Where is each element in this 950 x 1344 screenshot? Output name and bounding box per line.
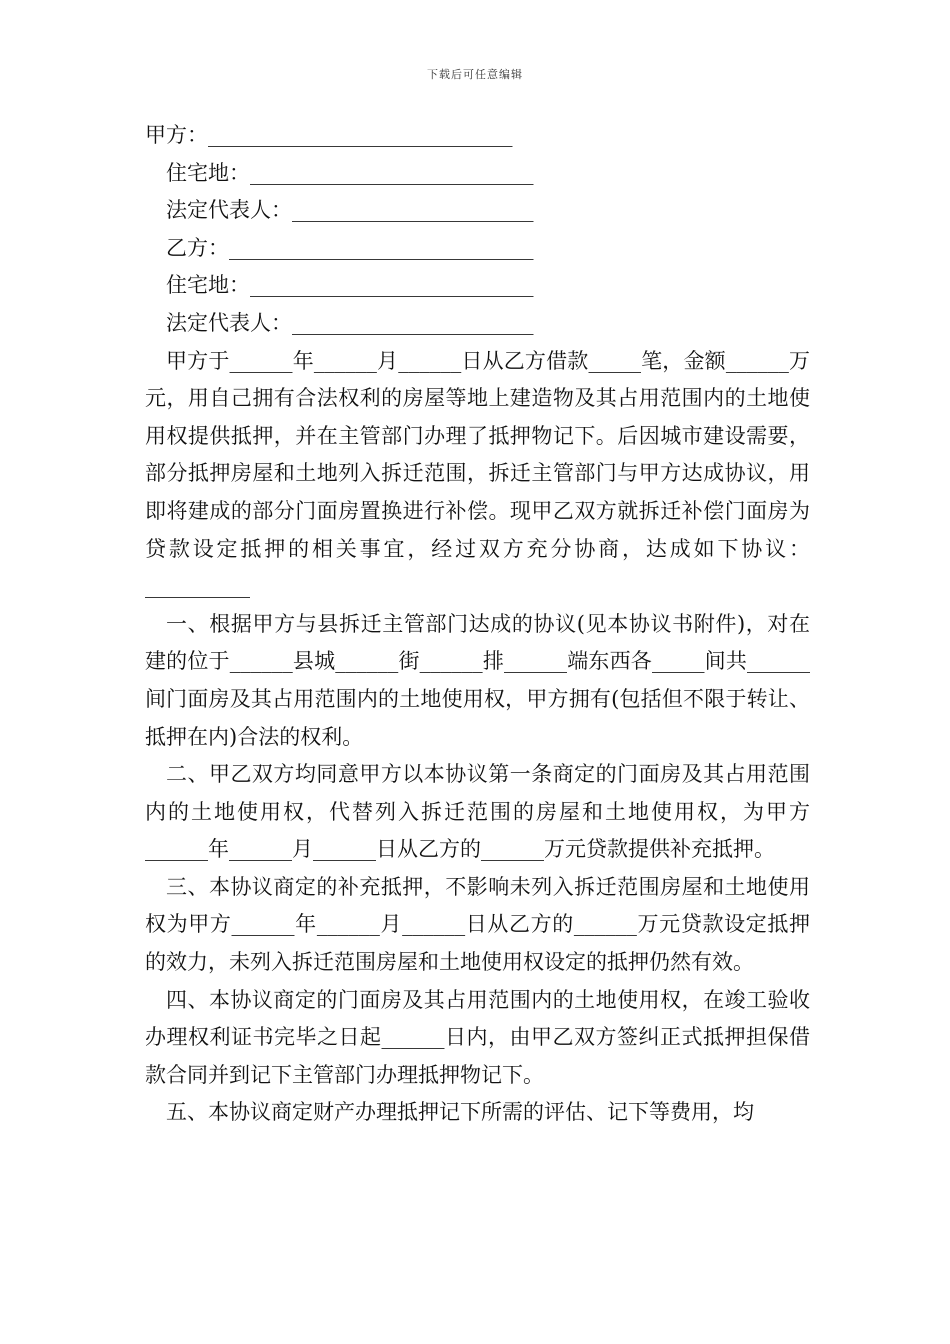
party-b-label: 乙方：_____________________________	[166, 235, 534, 260]
clause-3-paragraph: 三、本协议商定的补充抵押，不影响未列入拆迁范围房屋和土地使用权为甲方______年______月______日从乙方的______万元贷款设定抵押的效力，未列入拆迁范围房屋和土地使用权设定的抵押仍然有效。	[145, 874, 810, 975]
party-a-label: 甲方：_____________________________	[145, 123, 513, 147]
clause-5-paragraph: 五、本协议商定财产办理抵押记下所需的评估、记下等费用，均	[166, 1100, 754, 1125]
page-header-note: 下载后可任意编辑	[427, 68, 523, 81]
party-b-representative: 法定代表人：_______________________	[166, 310, 534, 335]
party-b-address: 住宅地：___________________________	[166, 273, 534, 298]
party-a-representative: 法定代表人：_______________________	[166, 198, 534, 223]
clause-4-paragraph: 四、本协议商定的门面房及其占用范围内的土地使用权，在竣工验收办理权利证书完毕之日起______日内，由甲乙双方签纠正式抵押担保借款合同并到记下主管部门办理抵押物记下。	[145, 987, 810, 1087]
party-a-address: 住宅地：___________________________	[166, 160, 534, 185]
agreement-document	[145, 117, 810, 1132]
clause-2-paragraph: 二、甲乙双方均同意甲方以本协议第一条商定的门面房及其占用范围内的土地使用权，代替列入拆迁范围的房屋和土地使用权，为甲方______年______月______日从乙方的______万元贷款提供补充抵押。	[145, 762, 810, 862]
preamble-paragraph: 甲方于______年______月______日从乙方借款_____笔，金额______万元，用自己拥有合法权利的房屋等地上建造物及其占用范围内的土地使用权提供抵押，并在主管部门办理了抵押物记下。后因城市建设需要，部分抵押房屋和土地列入拆迁范围，拆迁主管部门与甲方达成协议，用即将建成的部分门面房置换进行补偿。现甲乙双方就拆迁补偿门面房为贷款设定抵押的相关事宜，经过双方充分协商，达成如下协议：__________	[145, 348, 810, 599]
clause-1-paragraph: 一、根据甲方与县拆迁主管部门达成的协议(见本协议书附件)，对在建的位于______县城______街______排______端东西各_____间共______间门面房及其占用范围内的土地使用权，甲方拥有(包括但不限于转让、抵押在内)合法的权利。	[145, 611, 810, 749]
